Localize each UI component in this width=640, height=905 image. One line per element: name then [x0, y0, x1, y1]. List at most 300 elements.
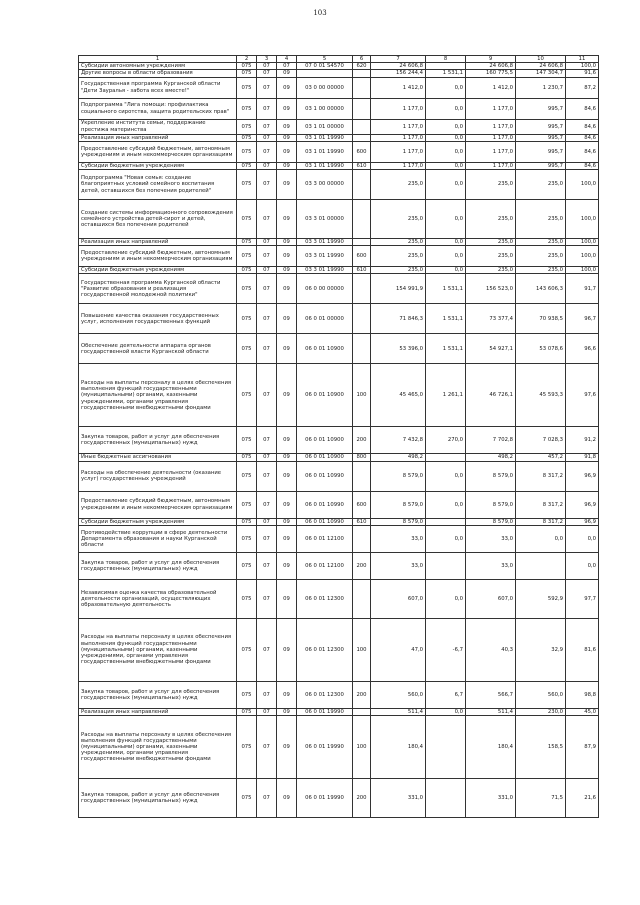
amount-col-9: 235,0: [466, 239, 516, 246]
code-section: 07: [257, 334, 277, 364]
code-section: 07: [257, 491, 277, 518]
percent-col-11: 96,9: [566, 491, 599, 518]
row-name: Реализация иных направлений: [79, 708, 237, 715]
amount-col-8: 0,0: [426, 246, 466, 267]
code-expense-type: [353, 134, 371, 141]
code-section: 07: [257, 708, 277, 715]
code-subsection: 09: [277, 427, 297, 454]
code-section: 07: [257, 618, 277, 681]
code-target-item: 03 0 00 00000: [297, 77, 353, 98]
row-name: Субсидии бюджетным учреждениям: [79, 162, 237, 169]
row-name: Субсидии бюджетным учреждениям: [79, 267, 237, 274]
code-section: 07: [257, 304, 277, 334]
amount-col-10: 143 606,3: [516, 274, 566, 304]
code-subsection: 09: [277, 579, 297, 618]
code-department: 075: [237, 170, 257, 200]
amount-col-8: 1 531,1: [426, 304, 466, 334]
amount-col-9: 1 177,0: [466, 119, 516, 134]
table-row: [79, 70, 599, 77]
amount-col-9: 1 177,0: [466, 141, 516, 162]
table-row: [79, 708, 599, 715]
code-department: 075: [237, 427, 257, 454]
code-expense-type: 800: [353, 454, 371, 461]
amount-col-7: 1 177,0: [371, 141, 426, 162]
amount-col-9: 180,4: [466, 716, 516, 779]
amount-col-7: 33,0: [371, 525, 426, 552]
code-expense-type: [353, 239, 371, 246]
code-expense-type: 610: [353, 162, 371, 169]
percent-col-11: 96,6: [566, 334, 599, 364]
percent-col-11: 97,7: [566, 579, 599, 618]
amount-col-7: 498,2: [371, 454, 426, 461]
percent-col-11: 96,9: [566, 461, 599, 491]
amount-col-10: 230,0: [516, 708, 566, 715]
amount-col-7: 235,0: [371, 246, 426, 267]
code-department: 075: [237, 779, 257, 818]
code-section: 07: [257, 579, 277, 618]
code-subsection: 09: [277, 491, 297, 518]
amount-col-8: 0,0: [426, 239, 466, 246]
code-subsection: 09: [277, 274, 297, 304]
amount-col-10: 53 078,6: [516, 334, 566, 364]
amount-col-7: 180,4: [371, 716, 426, 779]
amount-col-7: 235,0: [371, 170, 426, 200]
amount-col-10: 32,9: [516, 618, 566, 681]
code-expense-type: [353, 170, 371, 200]
code-subsection: 09: [277, 618, 297, 681]
code-section: 07: [257, 70, 277, 77]
code-department: 075: [237, 246, 257, 267]
amount-col-10: 24 606,8: [516, 63, 566, 70]
percent-col-11: 100,0: [566, 170, 599, 200]
code-subsection: 09: [277, 134, 297, 141]
amount-col-10: 995,7: [516, 162, 566, 169]
code-target-item: 06 0 01 00000: [297, 304, 353, 334]
amount-col-8: 0,0: [426, 141, 466, 162]
code-section: 07: [257, 63, 277, 70]
code-section: 07: [257, 170, 277, 200]
amount-col-10: 8 317,2: [516, 491, 566, 518]
code-target-item: 06 0 01 10900: [297, 334, 353, 364]
code-expense-type: 100: [353, 618, 371, 681]
amount-col-7: 154 991,9: [371, 274, 426, 304]
amount-col-9: 24 606,8: [466, 63, 516, 70]
amount-col-9: 235,0: [466, 200, 516, 239]
code-section: 07: [257, 274, 277, 304]
code-expense-type: [353, 200, 371, 239]
row-name: Реализация иных направлений: [79, 134, 237, 141]
amount-col-10: 8 317,2: [516, 461, 566, 491]
amount-col-7: 560,0: [371, 681, 426, 708]
code-subsection: 09: [277, 267, 297, 274]
code-target-item: 06 0 01 19990: [297, 716, 353, 779]
amount-col-8: 0,0: [426, 461, 466, 491]
amount-col-7: 8 579,0: [371, 518, 426, 525]
amount-col-9: 33,0: [466, 552, 516, 579]
code-section: 07: [257, 98, 277, 119]
code-target-item: 06 0 01 10900: [297, 364, 353, 427]
percent-col-11: 96,7: [566, 304, 599, 334]
table-row: [79, 552, 599, 579]
code-department: 075: [237, 461, 257, 491]
code-subsection: 09: [277, 170, 297, 200]
row-name: Расходы на выплаты персоналу в целях обеспечения выполнения функций государственными (муниципальными) органами, казенными учреждениями, органами управления государственными внебюджетными фондами: [79, 716, 237, 779]
row-name: Подпрограмма "Новая семья: создание благоприятных условий семейного воспитания детей, оставшихся без попечения родителей": [79, 170, 237, 200]
amount-col-8: 0,0: [426, 170, 466, 200]
code-department: 075: [237, 681, 257, 708]
code-department: 075: [237, 491, 257, 518]
code-subsection: 09: [277, 552, 297, 579]
amount-col-9: 498,2: [466, 454, 516, 461]
amount-col-9: 40,3: [466, 618, 516, 681]
amount-col-10: 7 028,3: [516, 427, 566, 454]
percent-col-11: 98,8: [566, 681, 599, 708]
percent-col-11: 84,6: [566, 141, 599, 162]
column-number-7: 7: [371, 56, 426, 63]
code-expense-type: 100: [353, 364, 371, 427]
code-section: 07: [257, 267, 277, 274]
code-section: 07: [257, 162, 277, 169]
code-subsection: 09: [277, 681, 297, 708]
percent-col-11: 84,6: [566, 162, 599, 169]
code-expense-type: [353, 334, 371, 364]
row-name: Закупка товаров, работ и услуг для обеспечения государственных (муниципальных) нужд: [79, 681, 237, 708]
column-number-5: 5: [297, 56, 353, 63]
table-row: [79, 246, 599, 267]
code-subsection: 09: [277, 708, 297, 715]
percent-col-11: 100,0: [566, 239, 599, 246]
table-row: [79, 119, 599, 134]
code-expense-type: 620: [353, 63, 371, 70]
percent-col-11: 84,6: [566, 134, 599, 141]
code-department: 075: [237, 708, 257, 715]
amount-col-8: [426, 779, 466, 818]
amount-col-7: 47,0: [371, 618, 426, 681]
row-name: Государственная программа Курганской области "Развитие образования и реализация государственной молодежной политики": [79, 274, 237, 304]
amount-col-7: 235,0: [371, 239, 426, 246]
amount-col-7: 8 579,0: [371, 461, 426, 491]
amount-col-7: 1 177,0: [371, 119, 426, 134]
code-department: 075: [237, 63, 257, 70]
row-name: Независимая оценка качества образовательной деятельности организаций, осуществляющих образовательную деятельность: [79, 579, 237, 618]
code-subsection: 09: [277, 200, 297, 239]
code-target-item: 03 1 01 19990: [297, 162, 353, 169]
code-expense-type: [353, 70, 371, 77]
row-name: Подпрограмма "Лига помощи: профилактика социального сиротства, защита родительских прав": [79, 98, 237, 119]
table-row: [79, 427, 599, 454]
code-section: 07: [257, 427, 277, 454]
table-row: [79, 716, 599, 779]
code-expense-type: 200: [353, 427, 371, 454]
code-subsection: 09: [277, 716, 297, 779]
code-department: 075: [237, 525, 257, 552]
amount-col-7: 1 177,0: [371, 98, 426, 119]
amount-col-7: 331,0: [371, 779, 426, 818]
amount-col-9: 1 177,0: [466, 162, 516, 169]
amount-col-9: 607,0: [466, 579, 516, 618]
code-expense-type: 600: [353, 246, 371, 267]
code-expense-type: 100: [353, 716, 371, 779]
amount-col-9: 54 927,1: [466, 334, 516, 364]
code-target-item: 06 0 01 12100: [297, 525, 353, 552]
column-number-3: 3: [257, 56, 277, 63]
code-subsection: 09: [277, 119, 297, 134]
amount-col-10: 995,7: [516, 141, 566, 162]
amount-col-7: 235,0: [371, 267, 426, 274]
code-target-item: [297, 70, 353, 77]
amount-col-8: 1 531,1: [426, 334, 466, 364]
row-name: Реализация иных направлений: [79, 239, 237, 246]
code-expense-type: [353, 274, 371, 304]
row-name: Предоставление субсидий бюджетным, автономным учреждениям и иным некоммерческим организациям: [79, 141, 237, 162]
table-row: [79, 491, 599, 518]
code-target-item: 06 0 01 10990: [297, 518, 353, 525]
row-name: Другие вопросы в области образования: [79, 70, 237, 77]
amount-col-8: 1 531,1: [426, 274, 466, 304]
code-department: 075: [237, 267, 257, 274]
code-target-item: 06 0 01 19990: [297, 779, 353, 818]
table-row: [79, 134, 599, 141]
table-row: [79, 461, 599, 491]
amount-col-10: 235,0: [516, 267, 566, 274]
code-section: 07: [257, 77, 277, 98]
amount-col-7: 53 396,0: [371, 334, 426, 364]
amount-col-8: 0,0: [426, 491, 466, 518]
code-expense-type: 200: [353, 779, 371, 818]
code-section: 07: [257, 200, 277, 239]
code-expense-type: 200: [353, 552, 371, 579]
amount-col-7: 33,0: [371, 552, 426, 579]
amount-col-10: 45 593,3: [516, 364, 566, 427]
percent-col-11: 45,0: [566, 708, 599, 715]
amount-col-8: 0,0: [426, 579, 466, 618]
percent-col-11: 97,6: [566, 364, 599, 427]
percent-col-11: 81,6: [566, 618, 599, 681]
code-department: 075: [237, 304, 257, 334]
code-target-item: 03 1 01 19990: [297, 141, 353, 162]
amount-col-8: 1 531,1: [426, 70, 466, 77]
percent-col-11: 100,0: [566, 267, 599, 274]
amount-col-10: 8 317,2: [516, 518, 566, 525]
amount-col-8: 0,0: [426, 134, 466, 141]
code-department: 075: [237, 141, 257, 162]
code-target-item: 07 0 01 S4570: [297, 63, 353, 70]
code-subsection: 09: [277, 98, 297, 119]
code-target-item: 06 0 01 10990: [297, 491, 353, 518]
code-section: 07: [257, 681, 277, 708]
code-expense-type: [353, 304, 371, 334]
amount-col-10: 995,7: [516, 134, 566, 141]
code-department: 075: [237, 579, 257, 618]
code-subsection: 09: [277, 70, 297, 77]
table-row: [79, 579, 599, 618]
code-expense-type: [353, 579, 371, 618]
row-name: Иные бюджетные ассигнования: [79, 454, 237, 461]
code-section: 07: [257, 525, 277, 552]
column-number-4: 4: [277, 56, 297, 63]
amount-col-7: 607,0: [371, 579, 426, 618]
column-number-8: 8: [426, 56, 466, 63]
code-department: 075: [237, 552, 257, 579]
amount-col-8: 6,7: [426, 681, 466, 708]
code-target-item: 03 3 00 00000: [297, 170, 353, 200]
code-department: 075: [237, 119, 257, 134]
code-subsection: 07: [277, 63, 297, 70]
code-subsection: 09: [277, 779, 297, 818]
table-row: [79, 141, 599, 162]
row-name: Обеспечение деятельности аппарата органов государственной власти Курганской области: [79, 334, 237, 364]
table-row: [79, 454, 599, 461]
amount-col-8: [426, 518, 466, 525]
code-target-item: 03 1 01 00000: [297, 119, 353, 134]
code-expense-type: 600: [353, 141, 371, 162]
amount-col-8: 0,0: [426, 162, 466, 169]
row-name: Закупка товаров, работ и услуг для обеспечения государственных (муниципальных) нужд: [79, 779, 237, 818]
page-number: 103: [313, 9, 327, 17]
amount-col-7: 235,0: [371, 200, 426, 239]
amount-col-8: -6,7: [426, 618, 466, 681]
code-section: 07: [257, 552, 277, 579]
percent-col-11: 100,0: [566, 63, 599, 70]
code-target-item: 03 3 01 19990: [297, 239, 353, 246]
table-row: [79, 304, 599, 334]
code-department: 075: [237, 200, 257, 239]
code-department: 075: [237, 716, 257, 779]
code-target-item: 03 1 00 00000: [297, 98, 353, 119]
row-name: Расходы на выплаты персоналу в целях обеспечения выполнения функций государственными (муниципальными) органами, казенными учреждениями, органами управления государственными внебюджетными фондами: [79, 364, 237, 427]
table-row: [79, 618, 599, 681]
percent-col-11: 91,6: [566, 70, 599, 77]
amount-col-10: 71,5: [516, 779, 566, 818]
table-row: [79, 274, 599, 304]
percent-col-11: 84,6: [566, 98, 599, 119]
code-section: 07: [257, 454, 277, 461]
code-section: 07: [257, 239, 277, 246]
code-expense-type: 610: [353, 267, 371, 274]
code-target-item: 06 0 01 10990: [297, 461, 353, 491]
row-name: Создание системы информационного сопровождения семейного устройства детей-сирот и детей, оставшихся без попечения родителей: [79, 200, 237, 239]
code-target-item: 06 0 01 12300: [297, 681, 353, 708]
table-row: [79, 518, 599, 525]
amount-col-10: 560,0: [516, 681, 566, 708]
code-subsection: 09: [277, 454, 297, 461]
amount-col-7: 71 846,3: [371, 304, 426, 334]
amount-col-8: [426, 716, 466, 779]
row-name: Закупка товаров, работ и услуг для обеспечения государственных (муниципальных) нужд: [79, 552, 237, 579]
code-target-item: 03 3 01 19990: [297, 246, 353, 267]
amount-col-7: 1 412,0: [371, 77, 426, 98]
table-row: [79, 525, 599, 552]
amount-col-9: 160 775,5: [466, 70, 516, 77]
code-subsection: 09: [277, 162, 297, 169]
percent-col-11: 87,9: [566, 716, 599, 779]
amount-col-10: 235,0: [516, 239, 566, 246]
code-target-item: 06 0 01 12100: [297, 552, 353, 579]
code-department: 075: [237, 274, 257, 304]
code-subsection: 09: [277, 518, 297, 525]
code-target-item: 03 1 01 19990: [297, 134, 353, 141]
code-section: 07: [257, 134, 277, 141]
code-section: 07: [257, 716, 277, 779]
percent-col-11: 100,0: [566, 246, 599, 267]
amount-col-8: 1 261,1: [426, 364, 466, 427]
percent-col-11: 0,0: [566, 525, 599, 552]
percent-col-11: 84,6: [566, 119, 599, 134]
code-target-item: 06 0 00 00000: [297, 274, 353, 304]
amount-col-7: 156 244,4: [371, 70, 426, 77]
amount-col-9: 8 579,0: [466, 461, 516, 491]
amount-col-7: 24 606,8: [371, 63, 426, 70]
table-row: [79, 98, 599, 119]
table-row: [79, 162, 599, 169]
amount-col-9: 1 177,0: [466, 98, 516, 119]
column-number-2: 2: [237, 56, 257, 63]
amount-col-9: 8 579,0: [466, 491, 516, 518]
table-row: [79, 779, 599, 818]
code-target-item: 06 0 01 10900: [297, 427, 353, 454]
amount-col-10: 235,0: [516, 170, 566, 200]
amount-col-10: 457,2: [516, 454, 566, 461]
amount-col-10: 1 230,7: [516, 77, 566, 98]
code-section: 07: [257, 119, 277, 134]
percent-col-11: 0,0: [566, 552, 599, 579]
code-department: 075: [237, 134, 257, 141]
column-number-1: 1: [79, 56, 237, 63]
code-department: 075: [237, 239, 257, 246]
amount-col-9: 156 523,0: [466, 274, 516, 304]
code-subsection: 09: [277, 77, 297, 98]
amount-col-9: 8 579,0: [466, 518, 516, 525]
code-expense-type: [353, 98, 371, 119]
amount-col-10: 235,0: [516, 200, 566, 239]
row-name: Противодействие коррупции в сфере деятельности Департамента образования и науки Курганской области: [79, 525, 237, 552]
table-row: [79, 239, 599, 246]
table-row: [79, 267, 599, 274]
code-section: 07: [257, 141, 277, 162]
amount-col-10: 147 304,7: [516, 70, 566, 77]
code-subsection: 09: [277, 304, 297, 334]
amount-col-10: 158,5: [516, 716, 566, 779]
code-expense-type: [353, 461, 371, 491]
amount-col-10: [516, 552, 566, 579]
code-expense-type: [353, 708, 371, 715]
amount-col-9: 331,0: [466, 779, 516, 818]
amount-col-7: 511,4: [371, 708, 426, 715]
amount-col-8: 0,0: [426, 77, 466, 98]
code-department: 075: [237, 70, 257, 77]
code-section: 07: [257, 779, 277, 818]
code-expense-type: 600: [353, 491, 371, 518]
amount-col-9: 1 177,0: [466, 134, 516, 141]
amount-col-8: 0,0: [426, 200, 466, 239]
code-subsection: 09: [277, 239, 297, 246]
code-expense-type: [353, 119, 371, 134]
amount-col-10: 995,7: [516, 98, 566, 119]
row-name: Государственная программа Курганской области "Дети Зауралья - забота всех вместе!": [79, 77, 237, 98]
column-number-10: 10: [516, 56, 566, 63]
code-target-item: 06 0 01 12300: [297, 618, 353, 681]
amount-col-9: 33,0: [466, 525, 516, 552]
code-subsection: 09: [277, 246, 297, 267]
amount-col-8: 0,0: [426, 525, 466, 552]
code-expense-type: [353, 525, 371, 552]
amount-col-7: 1 177,0: [371, 162, 426, 169]
code-expense-type: [353, 77, 371, 98]
amount-col-7: 45 465,0: [371, 364, 426, 427]
amount-col-8: 0,0: [426, 119, 466, 134]
row-name: Повышение качества оказания государственных услуг, исполнения государственных функций: [79, 304, 237, 334]
code-subsection: 09: [277, 525, 297, 552]
